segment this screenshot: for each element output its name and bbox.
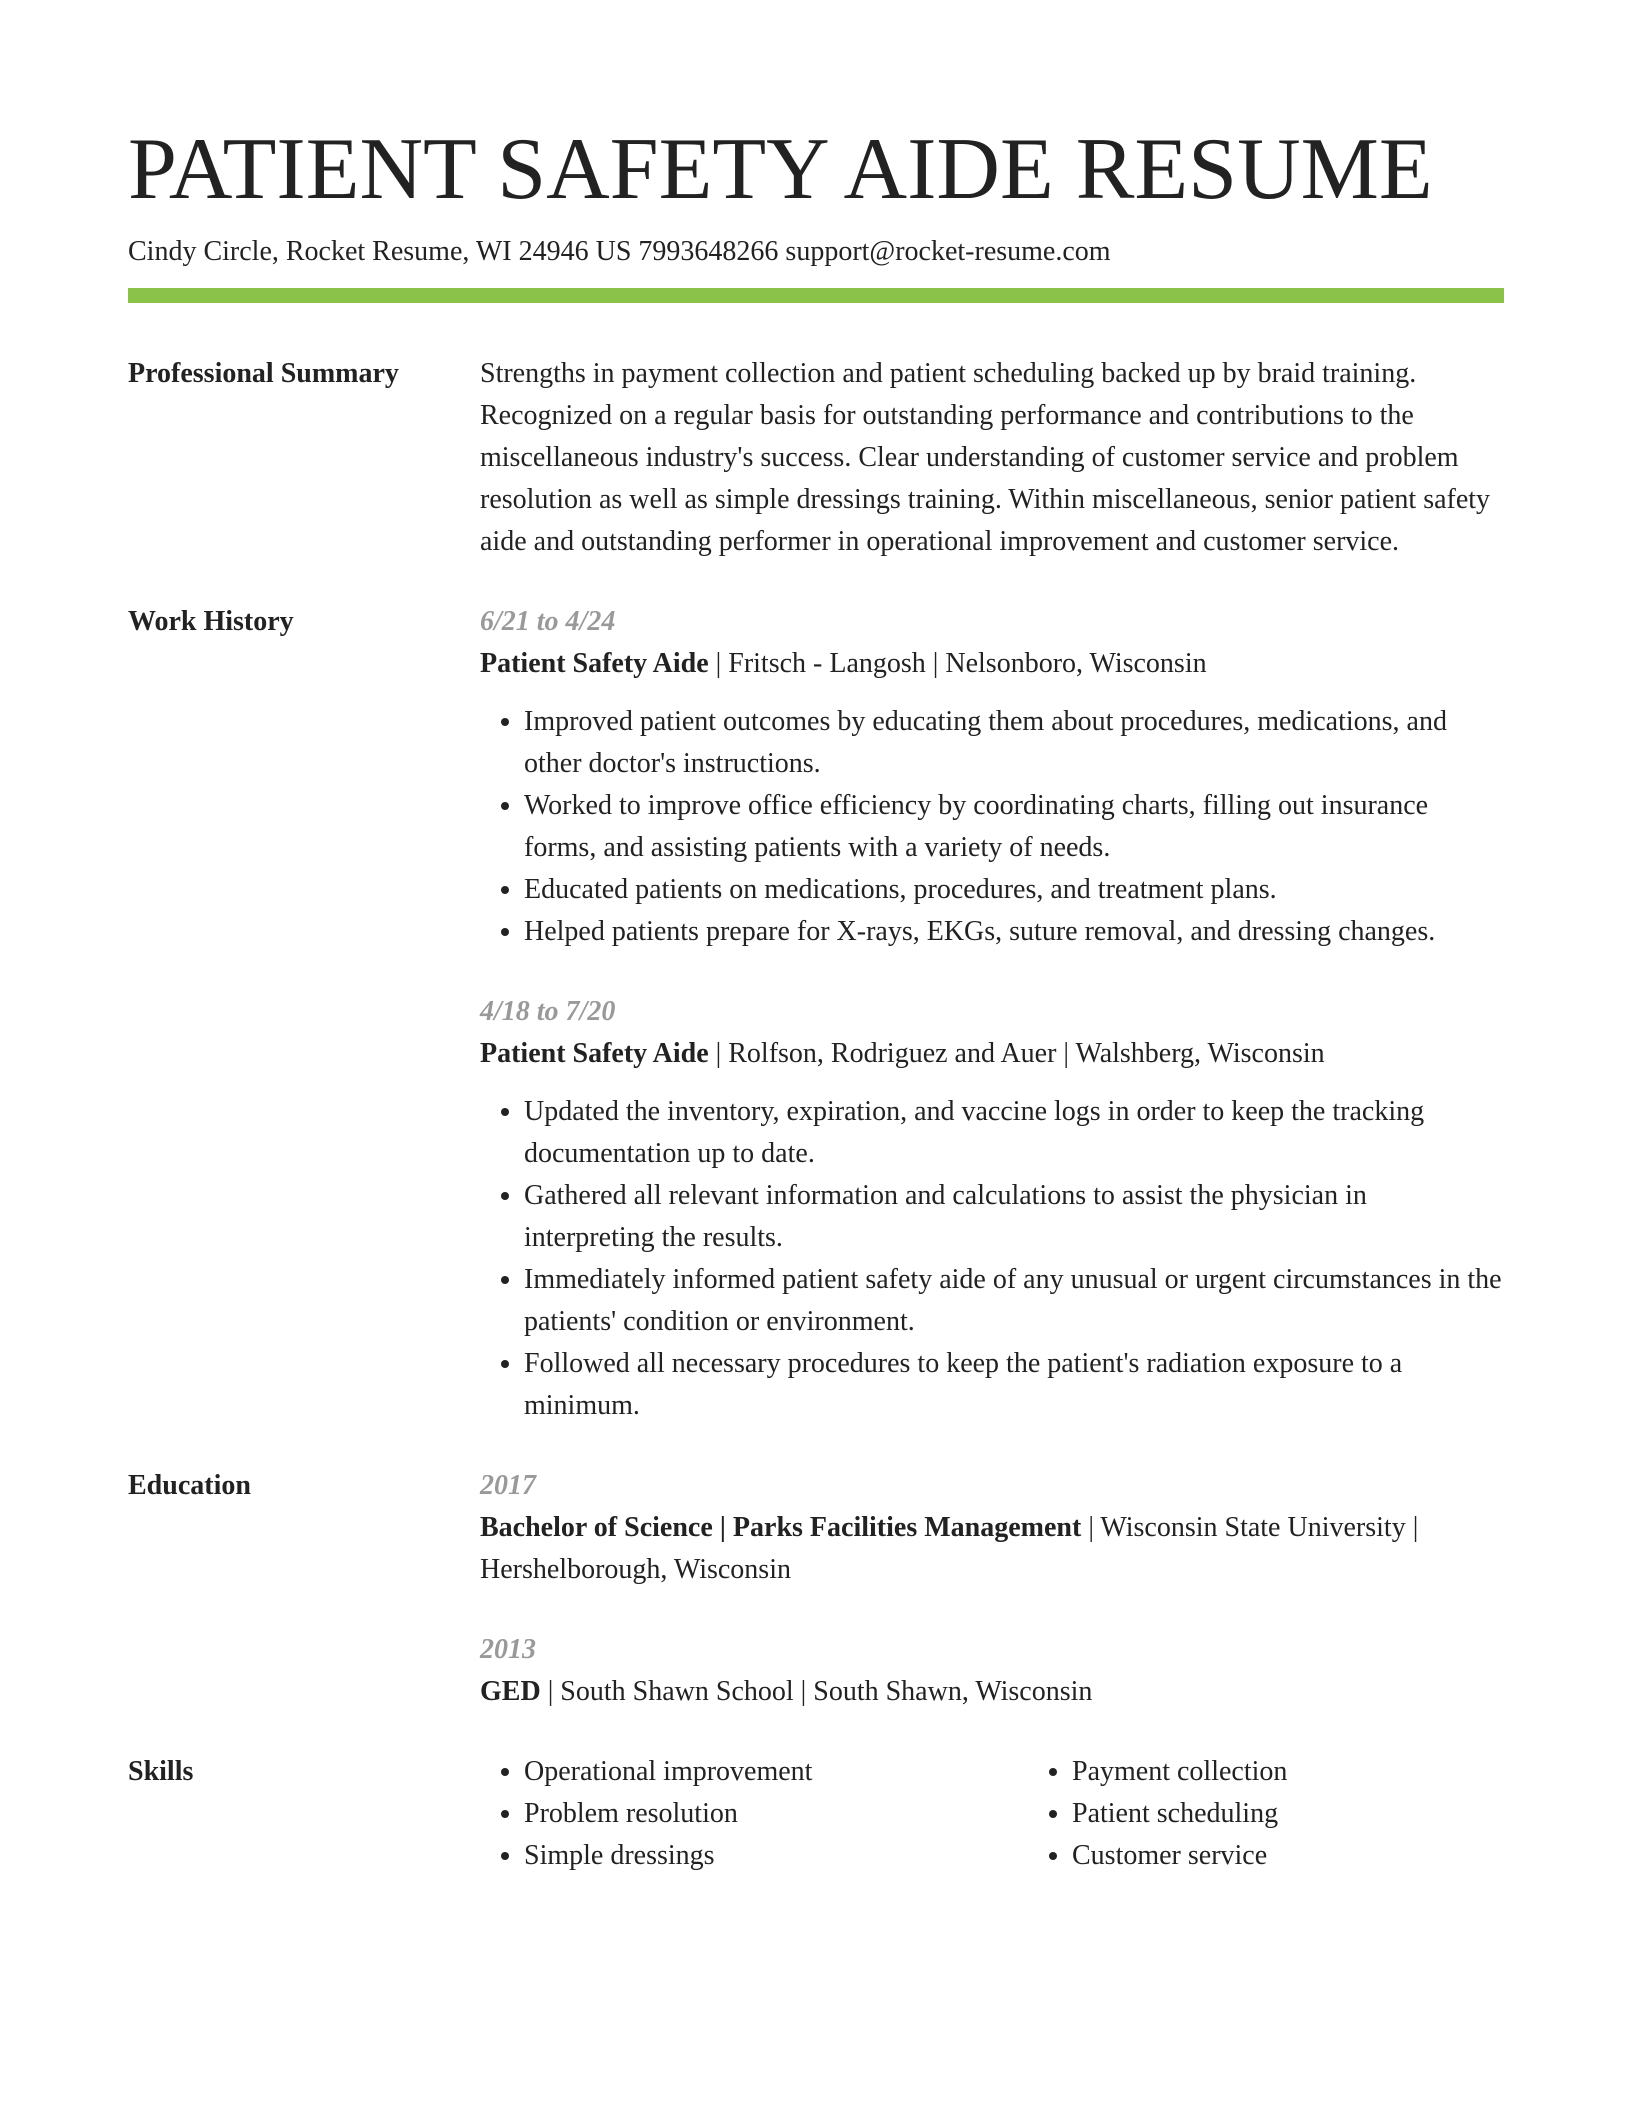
job-entry bbox=[480, 991, 1504, 1427]
education-label: Education bbox=[128, 1470, 251, 1501]
skill-item: • Simple dressings bbox=[524, 1835, 1028, 1877]
job-bullet: • Helped patients prepare for X-rays, EKGs, suture removal, and dressing changes. bbox=[524, 911, 1504, 953]
job-title: Patient Safety Aide bbox=[480, 1038, 709, 1069]
summary-text: Strengths in payment collection and patient scheduling backed up by braid training. Recognized on a regular basis for outstanding performance and contributions to the miscellaneous industry's success. Clear understanding of customer service and problem resolution as well as simple dressings training. Within miscellaneous, senior patient safety aide and outstanding performer in operational improvement and customer service. bbox=[480, 358, 1491, 557]
work-history-section bbox=[128, 601, 1504, 1427]
skills-list-right bbox=[1028, 1751, 1576, 1877]
education-line bbox=[480, 1507, 1504, 1591]
job-details: | Rolfson, Rodriguez and Auer | Walshberg, Wisconsin bbox=[708, 1038, 1325, 1069]
job-bullets bbox=[480, 701, 1504, 953]
job-dates: 4/18 to 7/20 bbox=[480, 996, 616, 1027]
skill-item: • Problem resolution bbox=[524, 1793, 1028, 1835]
job-bullet: • Immediately informed patient safety aide of any unusual or urgent circumstances in the patients' condition or environment. bbox=[524, 1259, 1504, 1343]
education-details: | South Shawn School | South Shawn, Wisconsin bbox=[540, 1676, 1093, 1707]
education-details: | Wisconsin State University | Hershelborough, Wisconsin bbox=[480, 1512, 1419, 1585]
education-section bbox=[128, 1465, 1504, 1713]
job-dates: 6/21 to 4/24 bbox=[480, 606, 616, 637]
job-bullet: • Updated the inventory, expiration, and vaccine logs in order to keep the tracking documentation up to date. bbox=[524, 1091, 1504, 1175]
job-title: Patient Safety Aide bbox=[480, 648, 709, 679]
job-details: | Fritsch - Langosh | Nelsonboro, Wisconsin bbox=[708, 648, 1207, 679]
skill-item: • Patient scheduling bbox=[1072, 1793, 1576, 1835]
skill-item: • Payment collection bbox=[1072, 1751, 1576, 1793]
education-year: 2017 bbox=[480, 1470, 536, 1501]
job-title-line bbox=[480, 1033, 1504, 1075]
skills-section bbox=[128, 1751, 1504, 1877]
work-history-label: Work History bbox=[128, 606, 294, 637]
education-year: 2013 bbox=[480, 1634, 536, 1665]
work-history-body bbox=[480, 601, 1504, 1427]
skill-item: • Operational improvement bbox=[524, 1751, 1028, 1793]
job-bullets bbox=[480, 1091, 1504, 1427]
job-bullet: • Gathered all relevant information and calculations to assist the physician in interpreting the results. bbox=[524, 1175, 1504, 1259]
education-degree: Bachelor of Science | Parks Facilities Management bbox=[480, 1512, 1082, 1543]
education-body bbox=[480, 1465, 1504, 1713]
skills-list-left bbox=[480, 1751, 1028, 1877]
resume-title: PATIENT SAFETY AIDE RESUME bbox=[128, 121, 1433, 218]
summary-section bbox=[128, 353, 1504, 563]
skills-label: Skills bbox=[128, 1756, 194, 1787]
job-bullet: • Worked to improve office efficiency by coordinating charts, filling out insurance forms, and assisting patients with a variety of needs. bbox=[524, 785, 1504, 869]
education-degree: GED bbox=[480, 1676, 541, 1707]
job-bullet: • Followed all necessary procedures to keep the patient's radiation exposure to a minimum. bbox=[524, 1343, 1504, 1427]
job-entry bbox=[480, 601, 1504, 953]
job-bullet: • Improved patient outcomes by educating them about procedures, medications, and other doctor's instructions. bbox=[524, 701, 1504, 785]
header-divider bbox=[128, 288, 1504, 303]
education-line bbox=[480, 1671, 1504, 1713]
education-entry bbox=[480, 1629, 1504, 1713]
education-entry bbox=[480, 1465, 1504, 1591]
skill-item: • Customer service bbox=[1072, 1835, 1576, 1877]
skills-body bbox=[480, 1751, 1576, 1877]
contact-info: Cindy Circle, Rocket Resume, WI 24946 US 7993648266 support@rocket-resume.com bbox=[128, 236, 1111, 267]
summary-label: Professional Summary bbox=[128, 358, 399, 389]
job-title-line bbox=[480, 643, 1504, 685]
job-bullet: • Educated patients on medications, procedures, and treatment plans. bbox=[524, 869, 1504, 911]
